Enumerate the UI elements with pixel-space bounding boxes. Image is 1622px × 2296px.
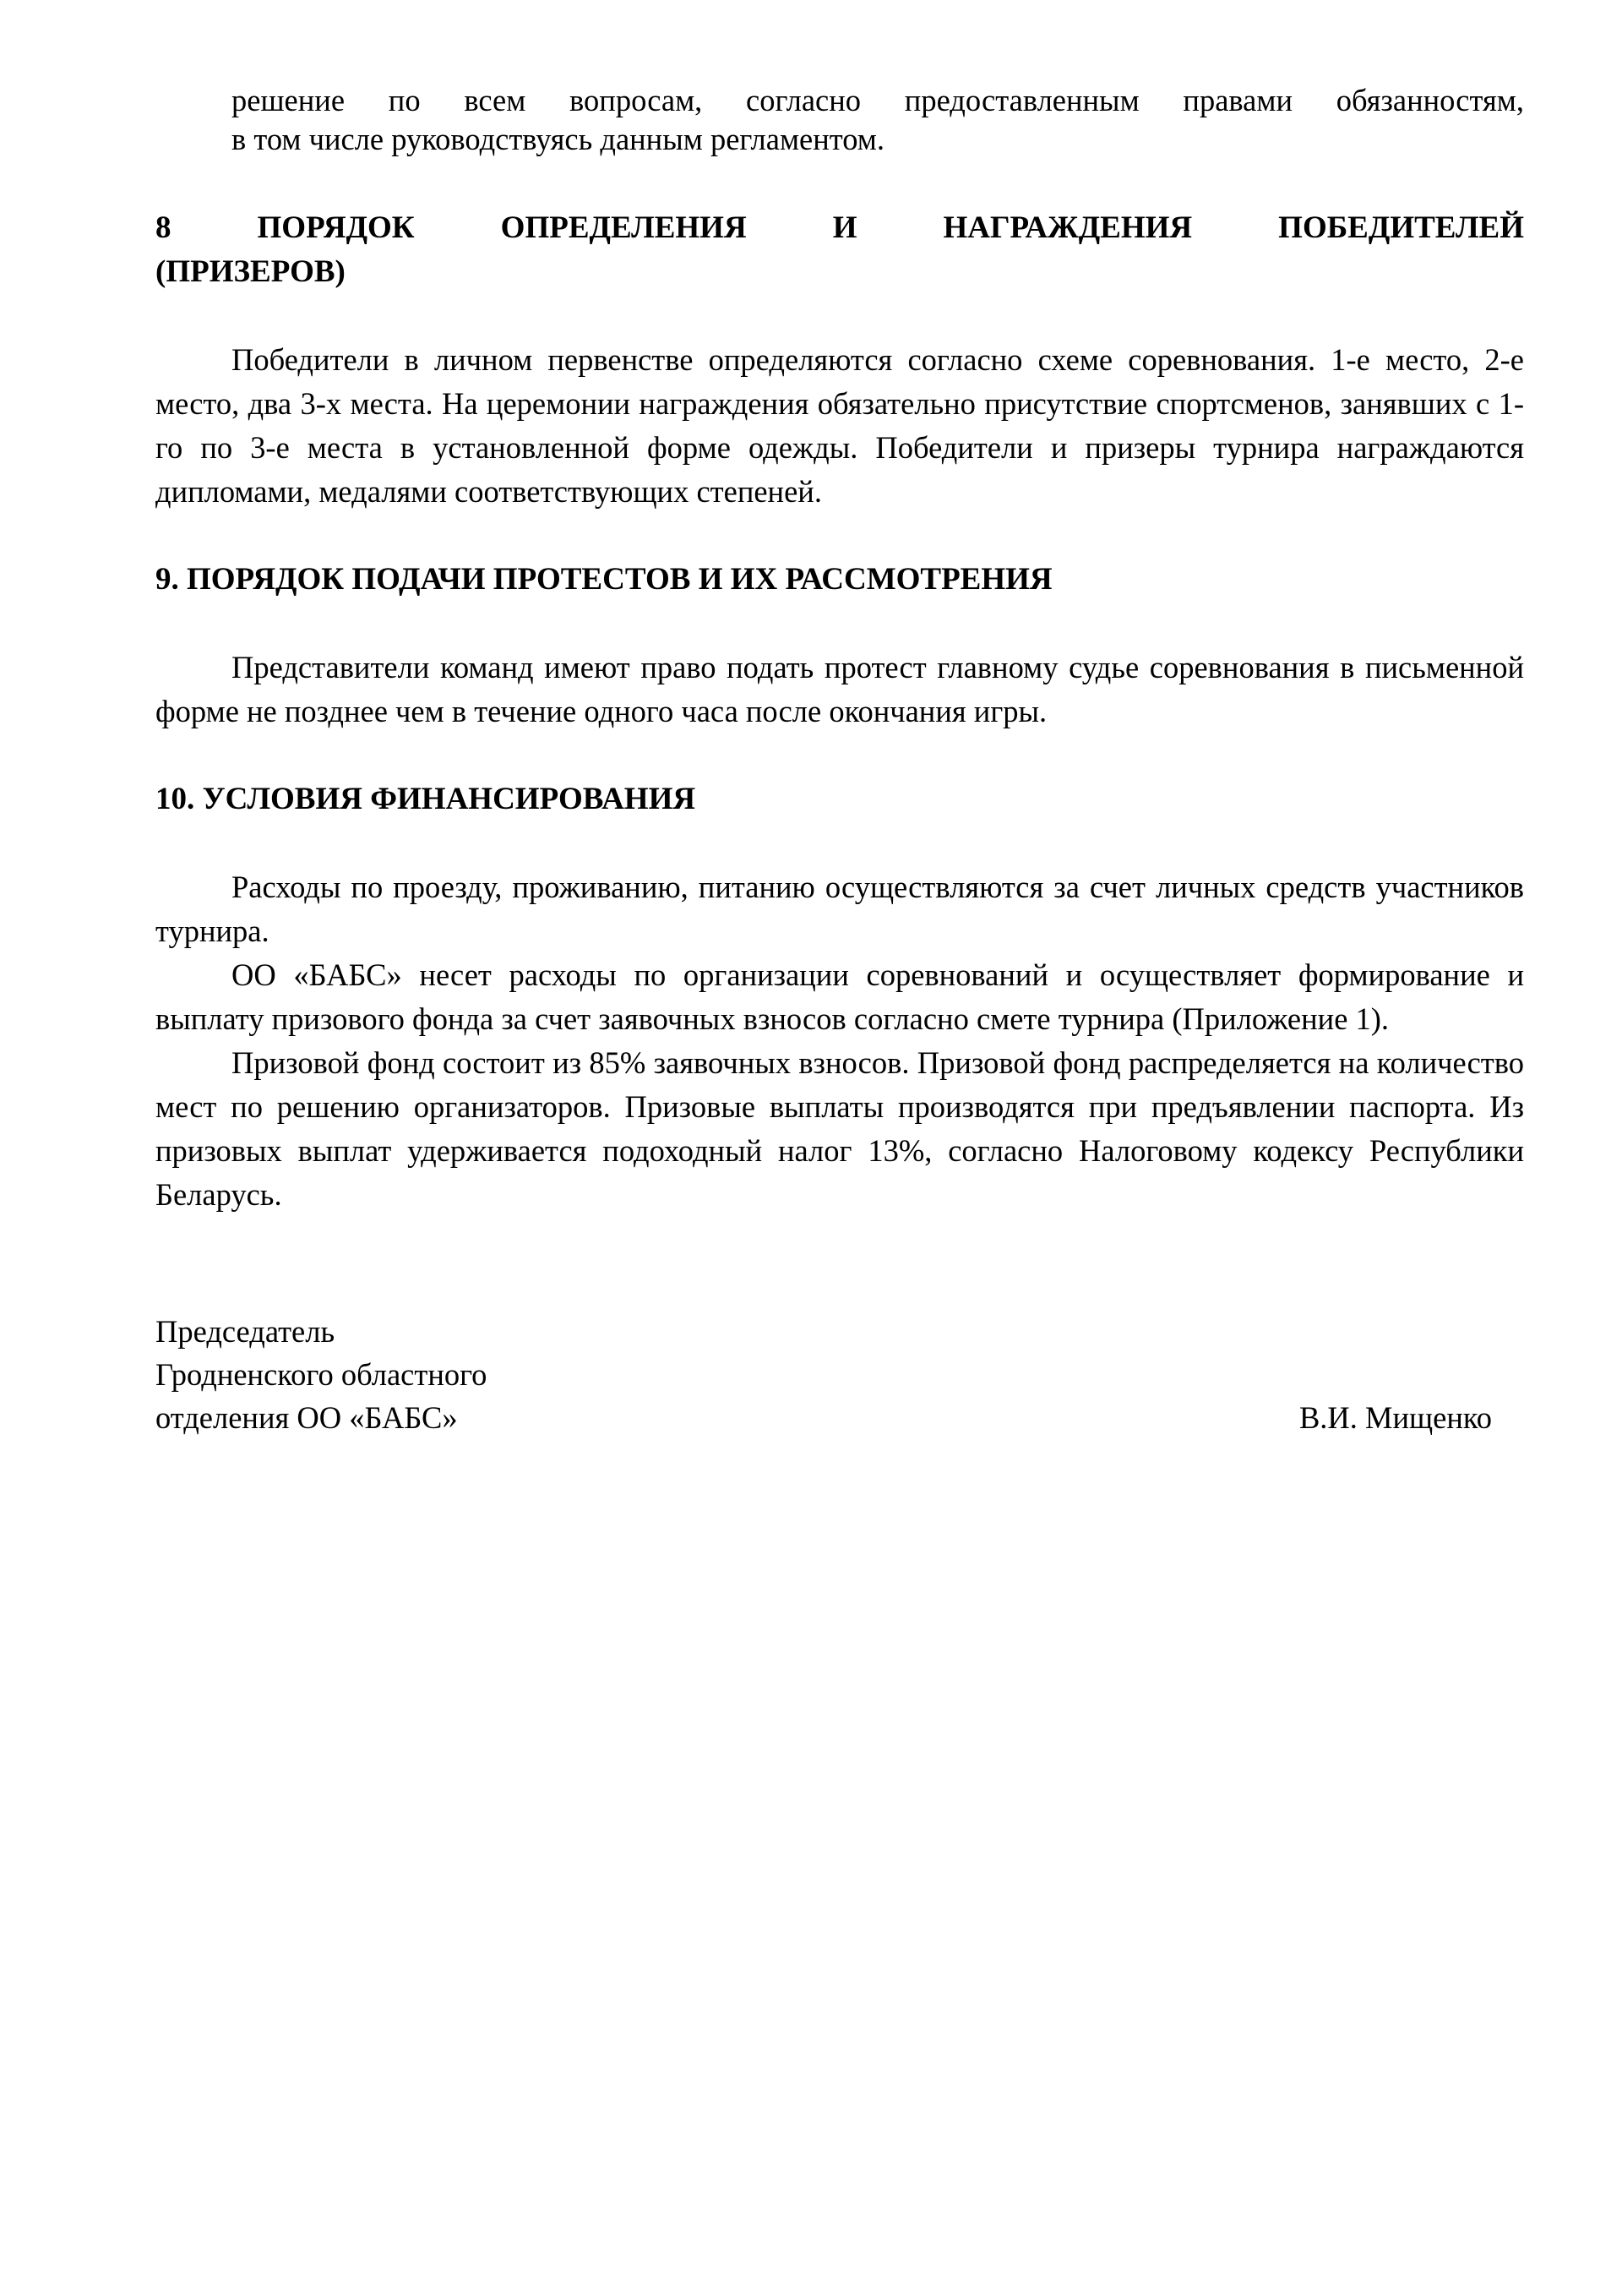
continuation-line-1: решение по всем вопросам, согласно предоставленным правами обязанностям, bbox=[231, 83, 1524, 117]
section-8-heading-line-2: (ПРИЗЕРОВ) bbox=[155, 254, 346, 289]
section-9-paragraph: Представители команд имеют право подать протест главному судье соревнования в письменной форме не позднее чем в течение одного часа после окончания игры. bbox=[155, 650, 1524, 728]
document-page bbox=[155, 81, 1524, 1439]
section-8-heading bbox=[155, 206, 1524, 294]
continuation-line-2: в том числе руководствуясь данным регламентом. bbox=[231, 122, 885, 156]
section-8-heading-line-1: 8 ПОРЯДОК ОПРЕДЕЛЕНИЯ И НАГРАЖДЕНИЯ ПОБЕДИТЕЛЕЙ bbox=[155, 210, 1524, 245]
section-10-paragraph-3: Призовой фонд состоит из 85% заявочных взносов. Призовой фонд распределяется на количество мест по решению организаторов. Призовые выплаты производятся при предъявлении паспорта. Из призовых выплат удерживается подоходный налог 13%, согласно Налоговому кодексу Республики Беларусь. bbox=[155, 1045, 1524, 1212]
section-10-paragraph-1: Расходы по проезду, проживанию, питанию осуществляются за счет личных средств участников турнира. bbox=[155, 870, 1524, 948]
section-10-heading: 10. УСЛОВИЯ ФИНАНСИРОВАНИЯ bbox=[155, 782, 696, 816]
continuation-text bbox=[155, 81, 1524, 159]
signatory-name: В.И. Мищенко bbox=[1298, 1400, 1492, 1435]
section-10-paragraph-2: ОО «БАБС» несет расходы по организации соревнований и осуществляет формирование и выплату призового фонда за счет заявочных взносов согласно смете турнира (Приложение 1). bbox=[155, 957, 1524, 1036]
signature-title-line-3: отделения ОО «БАБС» bbox=[155, 1400, 458, 1435]
section-9-heading: 9. ПОРЯДОК ПОДАЧИ ПРОТЕСТОВ И ИХ РАССМОТРЕНИЯ bbox=[155, 562, 1053, 597]
signature-title-line-1: Председатель bbox=[155, 1314, 335, 1349]
signature-title-line-2: Гродненского областного bbox=[155, 1357, 487, 1392]
signature-block bbox=[155, 1310, 1524, 1439]
section-8-paragraph: Победители в личном первенстве определяются согласно схеме соревнования. 1-е место, 2-е место, два 3-х места. На церемонии награждения обязательно присутствие спортсменов, занявших с 1-го по 3-е места в установленной форме одежды. Победители и призеры турнира награждаются дипломами, медалями соответствующих степеней. bbox=[155, 342, 1524, 509]
